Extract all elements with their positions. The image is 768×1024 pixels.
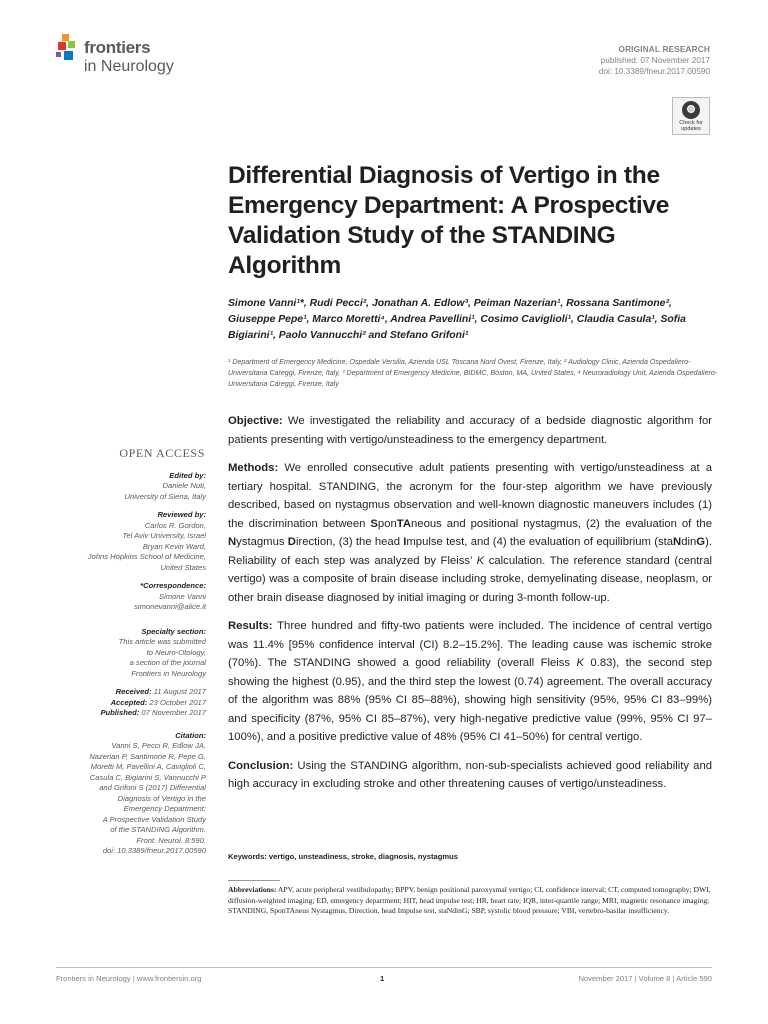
dates-section: [56, 687, 206, 719]
reviewer-affiliation: Johns Hopkins School of Medicine,: [87, 552, 206, 561]
check-for-updates-label: Check for updates: [679, 120, 703, 132]
objective-heading: Objective:: [228, 415, 283, 427]
conclusion-text: Using the STANDING algorithm, non-sub-specialists achieved good reliability and high accuracy in excluding stroke and other threatening causes of vertigo/unsteadiness.: [228, 759, 713, 790]
methods-text: ystagmus: [236, 536, 288, 548]
methods-heading: Methods:: [228, 462, 279, 474]
footnote-divider: [228, 880, 280, 881]
accepted-label: Accepted:: [110, 697, 148, 707]
specialty-line: to Neuro-Otology,: [146, 647, 206, 657]
methods-text: N: [228, 536, 237, 548]
citation-line: Casula C, Bigiarini S, Vannucchi P: [89, 772, 206, 782]
article-meta: [599, 44, 710, 77]
specialty-line: Frontiers in Neurology: [131, 668, 206, 678]
received-label: Received:: [115, 687, 152, 696]
logo-wordmark-journal: in Neurology: [84, 58, 174, 75]
abstract-conclusion: [228, 757, 712, 794]
doi-link[interactable]: doi: 10.3389/fneur.2017.00590: [598, 67, 710, 76]
reviewed-by-section: [56, 510, 206, 573]
editor-affiliation: University of Siena, Italy: [124, 491, 206, 501]
citation-line: Emergency Department:: [123, 804, 206, 813]
citation-section: [56, 731, 206, 857]
abstract-objective: [228, 412, 712, 449]
edited-by-section: [56, 471, 206, 503]
reviewer-affiliation: Tel Aviv University, Israel: [122, 531, 206, 540]
conclusion-heading: Conclusion:: [228, 759, 294, 772]
article-title: Differential Diagnosis of Vertigo in the Emergency Department: A Prospective Validation Study of the STANDING Algorithm: [228, 162, 670, 279]
reviewer-name: Carlos R. Gordon,: [144, 520, 206, 530]
results-text: K: [576, 657, 585, 669]
results-text: 0.83), the second step showing the highest (0.95), and the third step the lowest (0.74) agreement. The overall accuracy of the algorithm was 88% (95% CI 85–88%), showing high sensitivity (95%, 95% CI 83–99%) and specificity (87%, 95% CI 85–87%), very high-negative predictive value (99%, 95% CI 97–100%), and a positive predictive value of 48% (95% CI 41–50%) for central vertigo.: [228, 657, 712, 743]
methods-text: ). Reliability of each step was analyzed by Fleiss’: [228, 536, 712, 567]
correspondence-section: [56, 581, 206, 613]
accepted-value: 23 October 2017: [149, 697, 206, 707]
editor-name: Daniele Nuti,: [162, 481, 206, 490]
article-type: ORIGINAL RESEARCH: [618, 45, 710, 54]
specialty-label: Specialty section:: [141, 626, 206, 636]
reviewer-name: Bryan Kevin Ward,: [142, 541, 206, 551]
methods-text: I: [403, 536, 407, 548]
citation-line: Front. Neurol. 8:590.: [136, 835, 206, 845]
methods-text: D: [287, 536, 296, 548]
frontiers-logo-icon: [56, 34, 82, 62]
accepted-date: [56, 698, 206, 709]
correspondent-name: Simone Vanni: [159, 591, 206, 601]
reviewed-by-label: Reviewed by:: [157, 510, 206, 519]
citation-line: A Prospective Validation Study: [102, 814, 206, 824]
results-text: Three hundred and fifty-two patients were included. The incidence of central vertigo was 11.4% [95% confidence interval (CI) 8.2–15.2%]. The leading cause was ischemic stroke (70%). The STANDING showed a good reliability (overall Fleiss: [228, 620, 712, 669]
citation-doi-link[interactable]: doi: 10.3389/fneur.2017.00590: [102, 846, 206, 855]
methods-text: K: [476, 554, 485, 567]
citation-label: Citation:: [175, 730, 206, 740]
methods-text: irection, (3) the head: [295, 536, 404, 548]
check-for-updates-button[interactable]: [672, 97, 710, 135]
results-heading: Results:: [228, 620, 273, 632]
methods-text: N: [673, 536, 682, 548]
page-number: 1: [380, 974, 385, 983]
specialty-section: [56, 627, 206, 680]
journal-logo[interactable]: [56, 34, 196, 80]
published-date: published: 07 November 2017: [600, 56, 710, 65]
abstract: [228, 412, 712, 804]
published-label: Published:: [100, 708, 140, 717]
correspondence-label: *Correspondence:: [140, 581, 206, 590]
published-date-sidebar: [56, 708, 206, 719]
abbreviations-text: APV, acute peripheral vestibulopathy; BPPV, benign positional paroxysmal vertigo; CI, confidence interval; CT, computed tomography; DWI, diffusion-weighted imaging; ED, emergency department; HIT, head impulse test; HR, heart rate; IQR, inter-quartile range; MRI, magnetic resonance imaging; STANDING, SponTAneus Nystagmus, Direction, head Impulse test, staNdinG; SBP, systolic blood pressure; VBI, vertebro-basilar insufficiency.: [228, 885, 711, 915]
received-value: 11 August 2017: [153, 687, 206, 696]
open-access-label: OPEN ACCESS: [119, 446, 205, 460]
abstract-methods: [228, 459, 712, 607]
objective-text: We investigated the reliability and accuracy of a bedside diagnostic algorithm for patients presenting with vertigo/unsteadiness to the emergency department.: [228, 415, 712, 446]
methods-text: TA: [396, 517, 412, 530]
article-info-sidebar: [56, 448, 206, 865]
citation-line: and Grifoni S (2017) Differential: [99, 783, 206, 792]
received-date: [56, 687, 206, 698]
abbreviations-heading: Abbreviations:: [228, 885, 277, 894]
citation-line: Nazerian P, Santimone R, Pepe G,: [89, 751, 206, 761]
citation-line: Moretti M, Pavellini A, Caviglioli C,: [90, 762, 206, 771]
keywords: Keywords: vertigo, unsteadiness, stroke, diagnosis, nystagmus: [228, 852, 458, 861]
footer-divider: [56, 967, 712, 968]
methods-text: calculation. The reference standard (central vertigo) was a composite of brain disease including stroke, demyelinating disease, neoplasm, or other brain disease diagnosed by initial imaging or during 3-month follow-up.: [228, 554, 712, 604]
specialty-line: a section of the journal: [129, 658, 206, 667]
methods-text: pon: [377, 517, 397, 530]
abbreviations: [228, 885, 712, 917]
published-value: 07 November 2017: [141, 708, 206, 717]
citation-line: of the STANDING Algorithm.: [110, 825, 206, 834]
methods-text: We enrolled consecutive adult patients presenting with vertigo/unsteadiness at a tertiary hospital. STANDING, the acronym for the four-step algorithm we have previously described, based on nystagmus observation and well-known diagnostic maneuvers includes (1) the discrimination between: [228, 462, 713, 530]
methods-text: S: [370, 517, 378, 530]
methods-text: din: [681, 536, 697, 548]
author-list: Simone Vanni¹*, Rudi Pecci², Jonathan A. Edlow³, Peiman Nazerian¹, Rossana Santimone², Giuseppe Pepe¹, Marco Moretti⁴, Andrea Pavellini¹, Cosimo Caviglioli¹, Claudia Casula¹, Sofia Bigiarini¹, Paolo Vannucchi² and Stefano Grifoni¹: [228, 298, 686, 341]
specialty-line: This article was submitted: [118, 637, 206, 646]
methods-text: mpulse test, and (4) the evaluation of equilibrium (sta: [406, 536, 674, 548]
citation-line: Vanni S, Pecci R, Edlow JA,: [111, 741, 206, 750]
reviewer-affiliation: United States: [160, 562, 206, 572]
footer-journal-link[interactable]: Frontiers in Neurology | www.frontiersin.org: [56, 974, 202, 983]
abstract-results: [228, 617, 712, 747]
methods-text: G: [696, 536, 706, 548]
affiliations: ¹ Department of Emergency Medicine, Ospedale Versilia, Azienda USL Toscana Nord Ovest, Firenze, Italy, ² Audiology Clinic, Azienda Ospedaliero-Universitaria Careggi, Firenze, Italy, ³ Department of Emergency Medicine, BIDMC, Boston, MA, United States, ⁴ Neuroradiology Unit, Azienda Ospedaliero-Universitaria Careggi, Firenze, Italy: [228, 358, 718, 388]
citation-line: Diagnosis of Vertigo in the: [117, 793, 206, 803]
footer-issue-info: November 2017 | Volume 8 | Article 590: [578, 974, 712, 983]
crossmark-icon: [682, 101, 700, 119]
methods-text: neous and positional nystagmus, (2) the evaluation of the: [411, 517, 712, 530]
logo-wordmark-frontiers: frontiers: [84, 38, 151, 57]
correspondent-email-link[interactable]: simonevanni@alice.it: [134, 602, 206, 611]
edited-by-label: Edited by:: [169, 470, 206, 480]
